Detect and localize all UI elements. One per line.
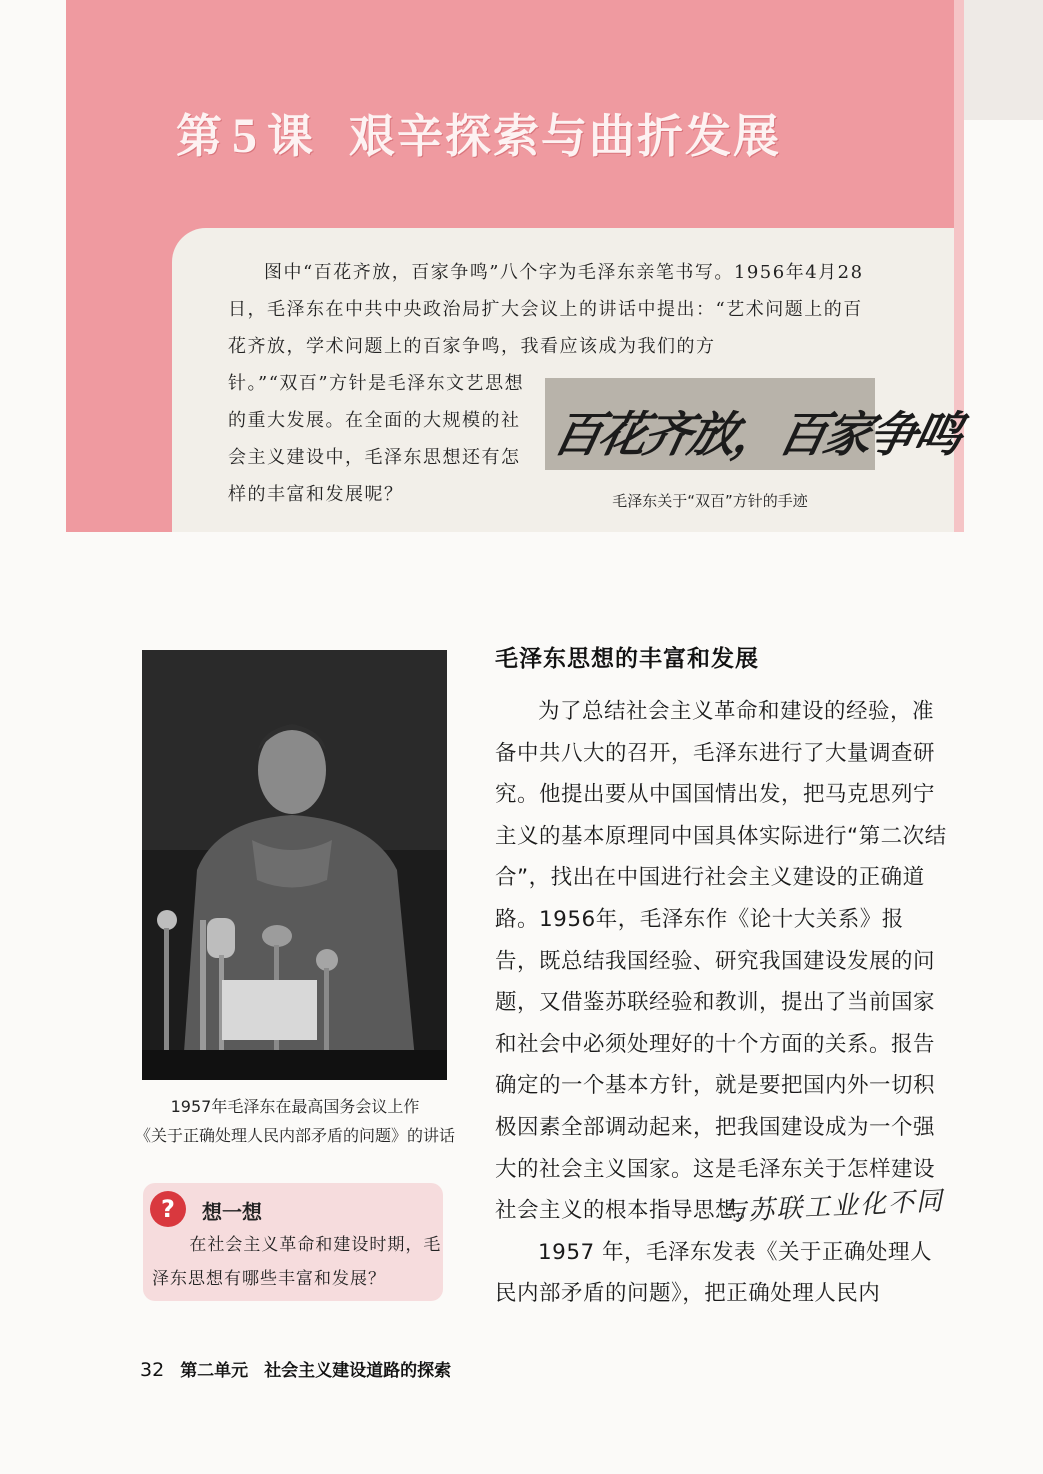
think-question: 在社会主义革命和建设时期，毛泽东思想有哪些丰富和发展？ [152, 1235, 442, 1289]
photo-caption-line2: 《关于正确处理人民内部矛盾的问题》的讲话 [134, 1126, 455, 1145]
banner-edge-strip [954, 0, 964, 532]
think-title: 想一想 [202, 1200, 262, 1224]
calligraphy-image [545, 378, 966, 470]
section-paragraph-1: 为了总结社会主义革命和建设的经验，准备中共八大的召开，毛泽东进行了大量调查研究。他提出要从中国国情出发，把马克思列宁主义的基本原理同中国具体实际进行“第二次结合”，找出在中国进行社会主义建设的正确道路。1956年，毛泽东作《论十大关系》报告，既总结我国经验、研究我国建设发展的问题，又借鉴苏联经验和教训，提出了当前国家和社会中必须处理好的十个方面的关系。报告确定的一个基本方针，就是要把国内外一切积极因素全部调动起来，把我国建设成为一个强大的社会主义国家。这是毛泽东关于怎样建设社会主义的根本指导思想。 [495, 699, 947, 1224]
photo-caption [110, 1092, 480, 1150]
speech-photo [142, 650, 447, 1080]
intro-paragraph-top: 图中“百花齐放，百家争鸣”八个字为毛泽东亲笔书写。1956年4月28日，毛泽东在中共中央政治局扩大会议上的讲话中提出：“艺术问题上的百花齐放，学术问题上的百家争鸣，我看应该成为我们的方 [228, 262, 864, 357]
footer-unit: 第二单元 [180, 1361, 249, 1381]
page-footer [140, 1356, 451, 1381]
calligraphy-text: 百花齐放，百家争鸣 [548, 407, 966, 463]
photo-caption-line1: 1957年毛泽东在最高国务会议上作 [170, 1097, 420, 1116]
footer-unit-title: 社会主义建设道路的探索 [264, 1361, 452, 1381]
speech-photo-art [142, 650, 447, 1080]
lesson-prefix: 第 [176, 109, 224, 163]
question-icon: ? [150, 1191, 186, 1227]
section-heading: 毛泽东思想的丰富和发展 [495, 646, 759, 672]
calligraphy-caption: 毛泽东关于“双百”方针的手迹 [612, 492, 808, 510]
lesson-number: 5 [232, 107, 259, 163]
think-body [152, 1228, 442, 1296]
page-number: 32 [140, 1359, 165, 1381]
intro-paragraph [228, 254, 874, 365]
page-edge [964, 0, 1043, 120]
section-paragraph-2: 1957 年，毛泽东发表《关于正确处理人民内部矛盾的问题》，把正确处理人民内 [495, 1239, 933, 1307]
lesson-title [176, 100, 781, 170]
handwritten-note: 与苏联工业化不同 [719, 1186, 945, 1228]
intro-paragraph-wrap: 针。”“双百”方针是毛泽东文艺思想的重大发展。在全面的大规模的社会主义建设中，毛泽东思想还有怎样的丰富和发展呢？ [228, 373, 525, 505]
lesson-suffix: 课 [267, 109, 315, 163]
lesson-title-text: 艰辛探索与曲折发展 [349, 109, 781, 163]
